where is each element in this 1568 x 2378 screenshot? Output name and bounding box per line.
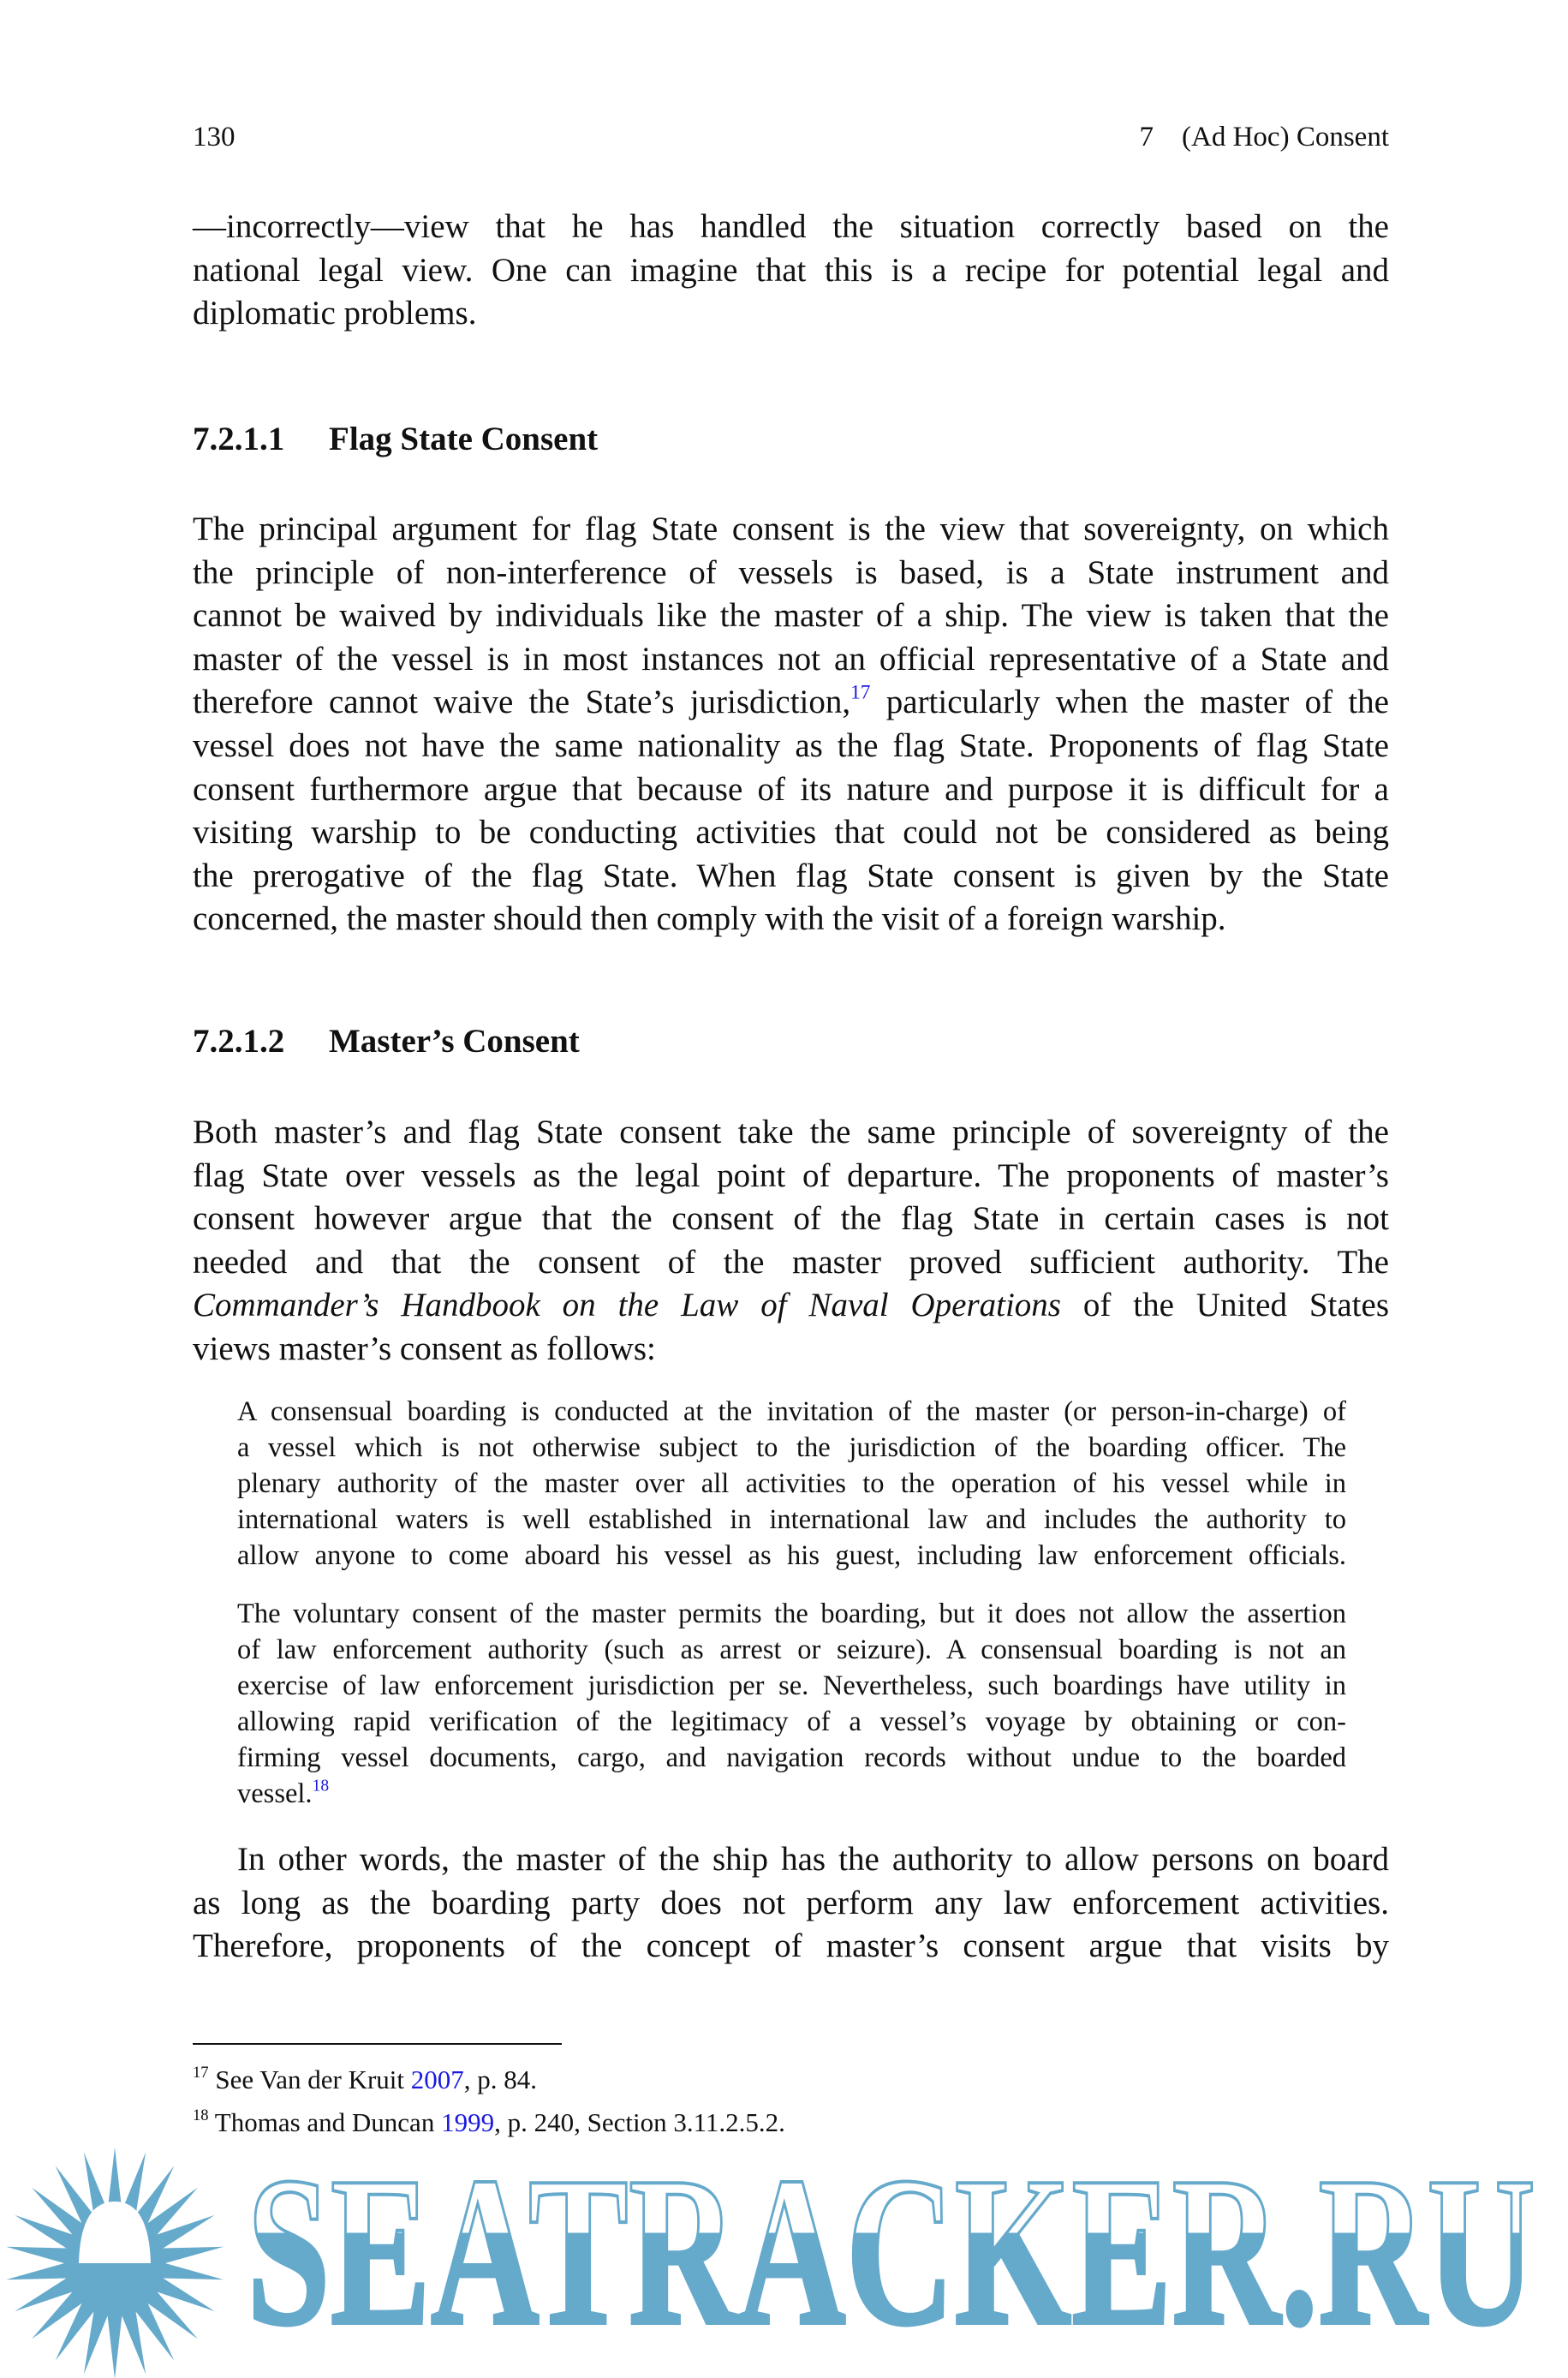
footnote-ref-17[interactable]: 17 <box>850 682 871 704</box>
block-quote-1 <box>237 1394 1346 1574</box>
text-line <box>193 1284 1389 1328</box>
text-line <box>193 1838 1389 1882</box>
footnote-number: 18 <box>193 2106 209 2124</box>
footnote-number: 17 <box>193 2063 209 2082</box>
block-quote-2 <box>237 1596 1346 1812</box>
footnote-18 <box>193 2107 785 2138</box>
text-line: allow anyone to come aboard his vessel as his guest, including law enforcement officials. <box>237 1540 1346 1571</box>
text-line: Therefore, proponents of the concept of master’s consent argue that visits by <box>193 1927 1389 1965</box>
section-number: 7.2.1.2 <box>193 1023 285 1060</box>
text-line: views master’s consent as follows: <box>193 1329 656 1367</box>
text-line: —incorrectly—view that he has handled the situation correctly based on the <box>193 208 1389 245</box>
text-line <box>193 681 1389 725</box>
text-line: consent furthermore argue that because of its nature and purpose it is difficult for a <box>193 770 1389 808</box>
footnote-text: , p. 240, Section 3.11.2.5.2. <box>494 2107 785 2137</box>
text-segment: vessel. <box>237 1778 313 1809</box>
citation-link[interactable]: 2007 <box>410 2064 464 2094</box>
text-line: international waters is well established in international law and includes the authority to <box>237 1504 1346 1535</box>
text-line: master of the vessel is in most instances not an official representative of a State and <box>193 640 1389 678</box>
book-title: Commander’s Handbook on the Law of Naval Operations <box>193 1287 1061 1324</box>
text-line: The principal argument for flag State consent is the view that sovereignty, on which <box>193 511 1389 547</box>
watermark-logo <box>0 2142 1568 2378</box>
text-segment: In other words, the master of the ship has the authority to allow persons on board <box>237 1841 1389 1878</box>
citation-link[interactable]: 1999 <box>441 2107 495 2137</box>
text-line: national legal view. One can imagine that this is a recipe for potential legal and <box>193 251 1389 289</box>
text-line: the principle of non-interference of vessels is based, is a State instrument and <box>193 553 1389 591</box>
text-line: Both master’s and flag State consent take the same principle of sovereignty of the <box>193 1114 1389 1150</box>
text-segment: particularly when the master of the <box>870 684 1389 721</box>
watermark-text: SEATRACKER.RU <box>247 2142 1535 2370</box>
text-line: A consensual boarding is conducted at the invitation of the master (or person-in-charge) of <box>237 1396 1346 1427</box>
text-line: plenary authority of the master over all activities to the operation of his vessel while in <box>237 1468 1346 1499</box>
text-line: vessel does not have the same nationality as the flag State. Proponents of flag State <box>193 726 1389 764</box>
text-line: a vessel which is not otherwise subject to the jurisdiction of the boarding officer. The <box>237 1432 1346 1463</box>
paragraph-3 <box>193 1111 1389 1371</box>
text-line <box>237 1776 1346 1812</box>
text-line: diplomatic problems. <box>193 295 477 332</box>
text-line: exercise of law enforcement jurisdiction per se. Nevertheless, such boardings have utility in <box>237 1670 1346 1701</box>
sun-icon <box>6 2148 224 2378</box>
text-line: consent however argue that the consent of the flag State in certain cases is not <box>193 1200 1389 1238</box>
section-heading-7-2-1-1 <box>193 420 598 458</box>
page-number: 130 <box>193 122 235 152</box>
section-title: Flag State Consent <box>329 421 599 457</box>
text-line: concerned, the master should then comply with the visit of a foreign warship. <box>193 900 1226 938</box>
footnote-17 <box>193 2064 537 2095</box>
text-line: the prerogative of the flag State. When flag State consent is given by the State <box>193 857 1389 894</box>
section-heading-7-2-1-2 <box>193 1022 580 1061</box>
text-line: The voluntary consent of the master permits the boarding, but it does not allow the assertion <box>237 1598 1346 1629</box>
text-line: firming vessel documents, cargo, and navigation records without undue to the boarded <box>237 1742 1346 1773</box>
text-line: flag State over vessels as the legal point of departure. The proponents of master’s <box>193 1156 1389 1194</box>
footnote-text: Thomas and Duncan <box>208 2107 442 2137</box>
text-line: cannot be waived by individuals like the master of a ship. The view is taken that the <box>193 597 1389 635</box>
footnote-text: See Van der Kruit <box>208 2064 411 2094</box>
text-line: needed and that the consent of the master proved sufficient authority. The <box>193 1243 1389 1281</box>
text-line: visiting warship to be conducting activities that could not be considered as being <box>193 814 1389 851</box>
footnote-ref-18[interactable]: 18 <box>312 1777 330 1795</box>
footnote-divider <box>193 2043 562 2045</box>
paragraph-2 <box>193 508 1389 941</box>
text-segment: therefore cannot waive the State’s jurisdiction, <box>193 684 851 721</box>
paragraph-1 <box>193 206 1389 336</box>
text-line: of law enforcement authority (such as arrest or seizure). A consensual boarding is not an <box>237 1634 1346 1665</box>
section-title: Master’s Consent <box>329 1023 580 1060</box>
text-line: allowing rapid verification of the legitimacy of a vessel’s voyage by obtaining or con- <box>237 1706 1346 1737</box>
text-line: as long as the boarding party does not perform any law enforcement activities. <box>193 1884 1389 1921</box>
footnote-text: , p. 84. <box>463 2064 538 2094</box>
section-number: 7.2.1.1 <box>193 421 285 457</box>
text-segment: of the United States <box>1060 1287 1389 1324</box>
running-header: 7 (Ad Hoc) Consent <box>1139 122 1389 152</box>
paragraph-4 <box>193 1838 1389 1969</box>
